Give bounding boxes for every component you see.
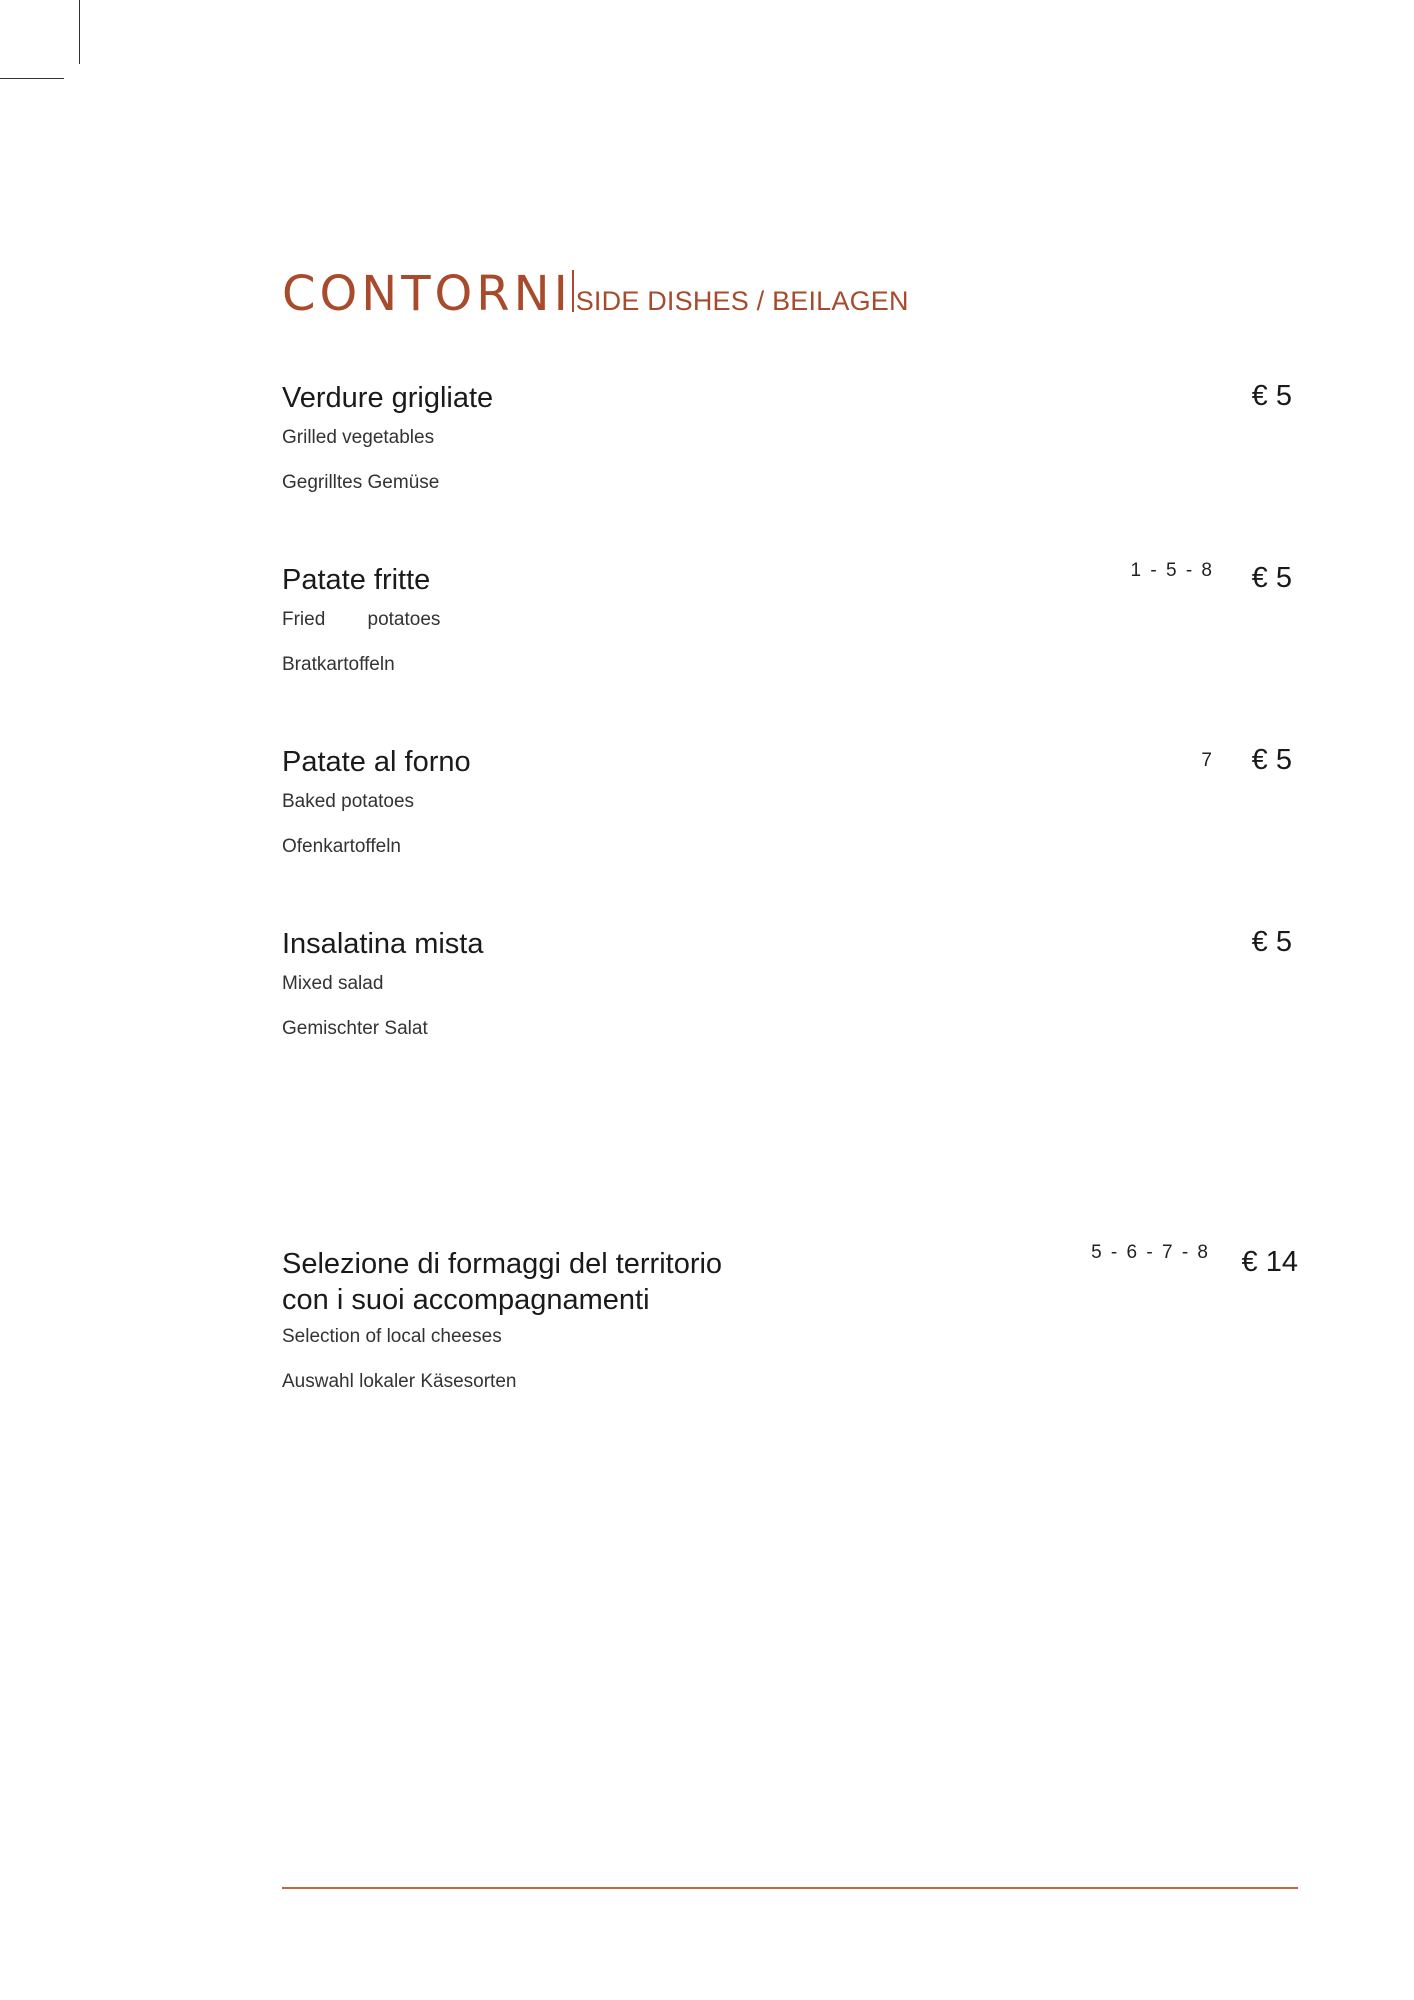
item-desc-en: Baked potatoes <box>282 791 415 812</box>
item-desc-de: Bratkartoffeln <box>282 654 395 675</box>
item-desc-en: Grilled vegetables <box>282 427 435 448</box>
section-subtitle: SIDE DISHES / BEILAGEN <box>575 286 909 316</box>
item-desc-en: Fried potatoes <box>282 609 441 630</box>
item-name: Verdure grigliate <box>282 382 494 414</box>
footer-divider <box>282 1887 1298 1889</box>
menu-item-verdure-grigliate <box>282 380 1298 493</box>
menu-item-selezione-formaggi <box>282 1242 1298 1392</box>
item-allergens: 5 - 6 - 7 - 8 <box>1091 1242 1210 1263</box>
item-price: € 5 <box>1251 380 1292 412</box>
item-desc-en: Mixed salad <box>282 973 384 994</box>
item-desc-de: Ofenkartoffeln <box>282 836 402 857</box>
crop-mark-vertical <box>79 0 80 64</box>
item-desc-en: Selection of local cheeses <box>282 1326 502 1347</box>
menu-item-patate-fritte <box>282 560 1298 675</box>
section-header <box>282 266 909 322</box>
item-price: € 14 <box>1241 1246 1298 1278</box>
item-allergens: 1 - 5 - 8 <box>1130 560 1214 581</box>
item-name-line-2: con i suoi accompagnamenti <box>282 1284 650 1316</box>
item-desc-de: Auswahl lokaler Käsesorten <box>282 1371 517 1392</box>
item-desc-de: Gemischter Salat <box>282 1018 428 1039</box>
item-name: Patate al forno <box>282 746 471 778</box>
item-allergens: 7 <box>1201 750 1214 771</box>
menu-item-patate-al-forno <box>282 744 1298 857</box>
item-price: € 5 <box>1251 562 1292 594</box>
title-divider <box>572 270 574 312</box>
item-desc-de: Gegrilltes Gemüse <box>282 472 440 493</box>
item-name: Patate fritte <box>282 564 431 596</box>
item-name-line-1: Selezione di formaggi del territorio <box>282 1248 723 1280</box>
item-price: € 5 <box>1251 744 1292 776</box>
item-name: Insalatina mista <box>282 928 484 960</box>
menu-item-insalatina-mista <box>282 926 1298 1039</box>
crop-mark-horizontal <box>0 78 64 79</box>
section-title: CONTORNI <box>282 266 572 322</box>
item-price: € 5 <box>1251 926 1292 958</box>
